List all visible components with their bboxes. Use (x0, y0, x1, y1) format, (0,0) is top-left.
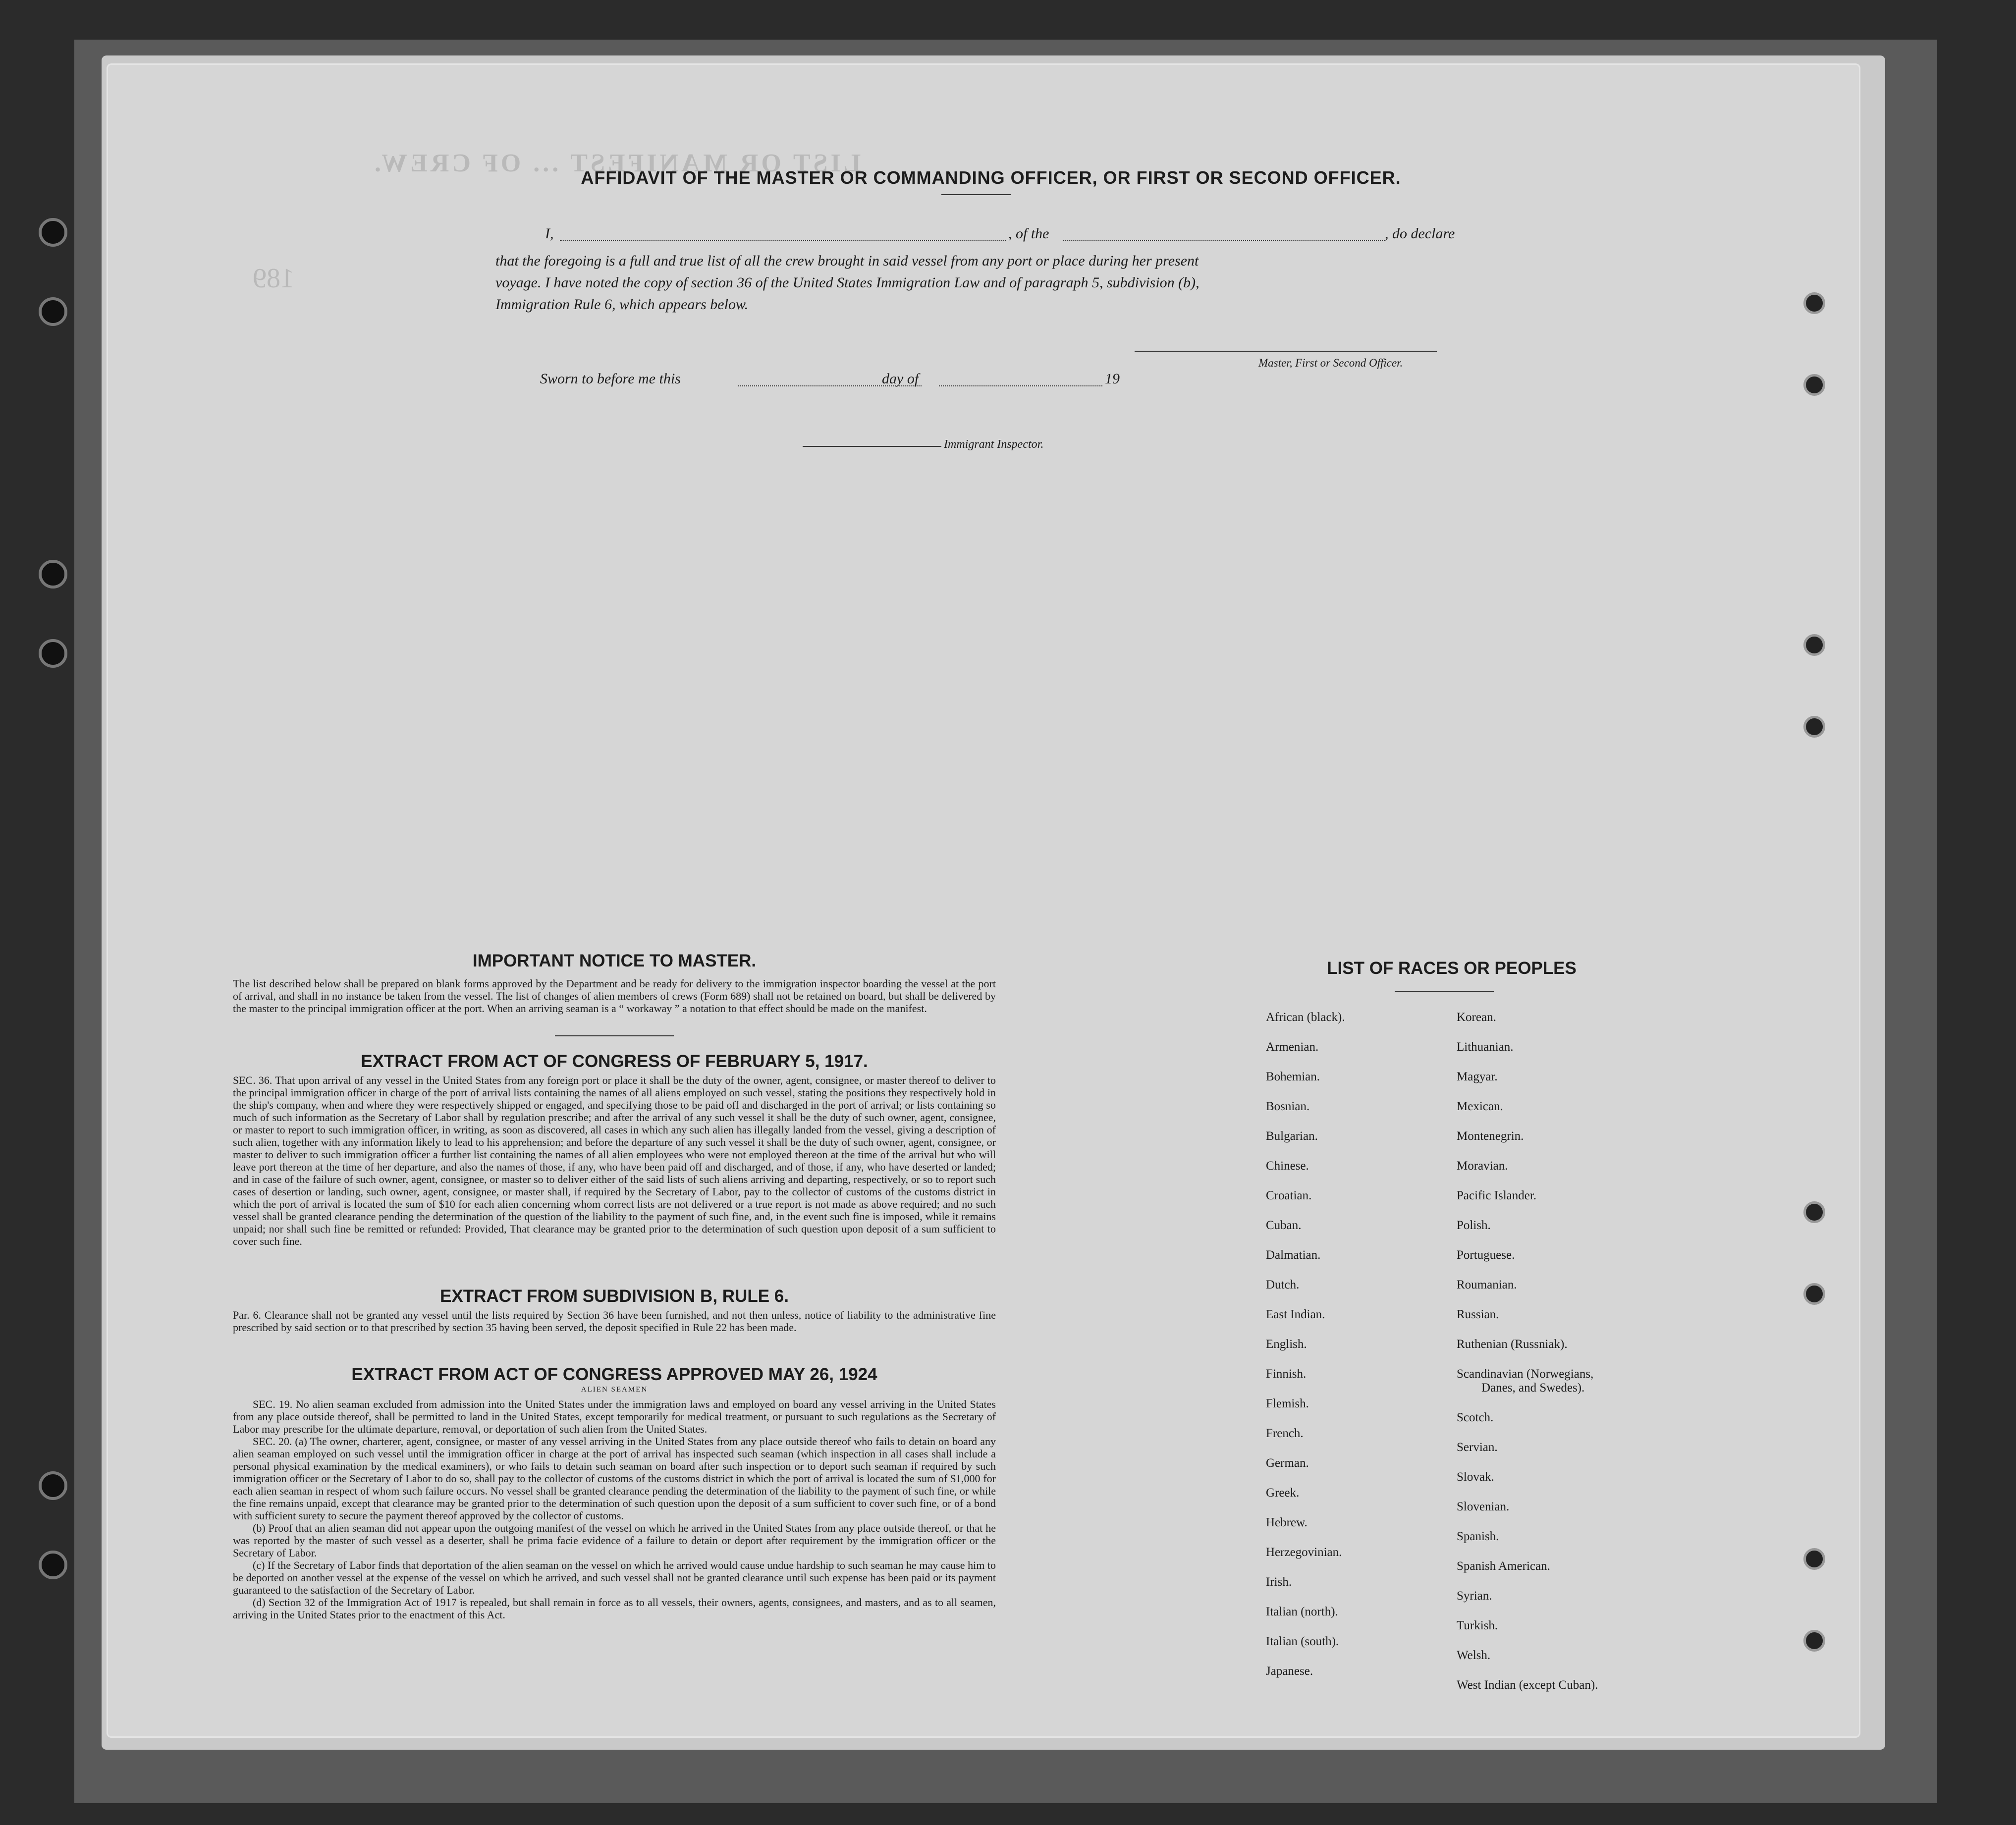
race-item: Magyar. (1457, 1070, 1498, 1083)
race-item: Irish. (1266, 1575, 1292, 1589)
race-item: Dalmatian. (1266, 1248, 1321, 1262)
race-item: Italian (north). (1266, 1605, 1338, 1618)
race-item: Pacific Islander. (1457, 1189, 1537, 1202)
affidavit-body-line: Immigration Rule 6, which appears below. (495, 296, 749, 313)
binder-hole (1803, 1630, 1825, 1652)
notice-body: The list described below shall be prepared on blank forms approved by the Department and be ready for delivery to the immigration inspector boarding the vessel at the port of arrival, and shall in no instance be taken from the vessel. The list of changes of alien members of crews (Form 689) shall not be retained on board, but shall be delivered by the master to the principal immigration officer at the port. When an arriving seaman is a “ workaway ” a notation to that effect should be made on the manifest. (233, 977, 996, 1015)
sec-19-paragraph: SEC. 19. No alien seaman excluded from admission into the United States under the immigration laws and employed on board any vessel arriving in the United States from any place outside thereof, shall be permitted to land in the United States, except temporarily for medical treatment, or pursuant to such regulations as the Secretary of Labor may prescribe for the ultimate departure, removal, or deportation of such alien from the United States. (233, 1398, 996, 1435)
race-item: Chinese. (1266, 1159, 1309, 1173)
race-item: Moravian. (1457, 1159, 1508, 1173)
extract-1924-subheading: ALIEN SEAMEN (581, 1386, 648, 1394)
race-item: German. (1266, 1456, 1309, 1470)
race-item: Polish. (1457, 1219, 1491, 1232)
of-the-text: , of the (1008, 225, 1049, 242)
inspector-label: Immigrant Inspector. (944, 438, 1044, 451)
race-item: English. (1266, 1338, 1307, 1351)
race-item: Turkish. (1457, 1619, 1498, 1632)
declarant-name-blank (560, 240, 1006, 241)
race-item: Flemish. (1266, 1397, 1309, 1410)
declarant-prefix: I, (545, 225, 554, 242)
race-item: Spanish. (1457, 1530, 1499, 1543)
binder-hole (1803, 716, 1825, 738)
sec-20b-paragraph: (b) Proof that an alien seaman did not appear upon the outgoing manifest of the vessel on which he arrived in the United States from any place outside thereof, or that he was reported by the master of such vessel as a deserter, shall be prima facie evidence of a failure to detain or deport after requirement by the immigration officer or the Secretary of Labor. (233, 1522, 996, 1559)
sec-20c-paragraph: (c) If the Secretary of Labor finds that deportation of the alien seaman on the vessel on which he arrived would cause undue hardship to such seaman he may cause him to be deported on another vessel at the expense of the vessel on which he arrived, and such vessel shall not be granted clearance until such expense has been paid or its payment guaranteed to the satisfaction of the Secretary of Labor. (233, 1559, 996, 1596)
inspector-signature-line (803, 446, 941, 447)
binder-hole (1803, 374, 1825, 396)
race-item: Greek. (1266, 1486, 1300, 1500)
race-item: Cuban. (1266, 1219, 1302, 1232)
race-item: Spanish American. (1457, 1559, 1550, 1573)
notice-heading: IMPORTANT NOTICE TO MASTER. (472, 951, 757, 970)
affidavit-body-line: voyage. I have noted the copy of section 36 of the United States Immigration Law and of paragraph 5, subdivision (b), (495, 274, 1199, 291)
signature-line (1135, 351, 1437, 352)
race-item: Korean. (1457, 1011, 1496, 1024)
race-item: Armenian. (1266, 1040, 1319, 1054)
binder-hole (39, 218, 67, 247)
race-item: Scotch. (1457, 1411, 1494, 1424)
race-item: Danes, and Swedes). (1481, 1381, 1585, 1395)
day-of-text: day of (882, 371, 919, 387)
section-divider (555, 1035, 674, 1036)
year-prefix-text: 19 (1105, 371, 1120, 387)
sworn-text: Sworn to before me this (540, 371, 681, 387)
binder-hole (1803, 634, 1825, 656)
race-item: Mexican. (1457, 1100, 1503, 1113)
race-item: Bulgarian. (1266, 1129, 1318, 1143)
race-item: Dutch. (1266, 1278, 1300, 1291)
race-item: Montenegrin. (1457, 1129, 1524, 1143)
race-item: Ruthenian (Russniak). (1457, 1338, 1568, 1351)
binder-hole (1803, 1548, 1825, 1570)
sec-20a-paragraph: SEC. 20. (a) The owner, charterer, agent, consignee, or master of any vessel arriving in the United States from any place outside thereof who fails to detain on board any alien seaman employed on such vessel until the immigration officer in charge at the port of arrival has inspected such seaman (which inspection in all cases shall include a personal physical examination by the medical examiners), or who fails to detain such seaman on board after such inspection or to deport such seaman if required by such immigration officer or the Secretary of Labor to do so, shall pay to the collector of customs of the customs district in which the port of arrival is located the sum of $1,000 for each alien seaman in respect of whom such failure occurs. No vessel shall be granted clearance pending the determination of the liability to the payment of such fine, or while the fine remains unpaid, except that clearance may be granted prior to the determination of such question upon the deposit of a sum sufficient to cover such fine, or of a bond with sufficient surety to secure the payment thereof approved by the collector of customs. (233, 1435, 996, 1522)
binder-hole (39, 1471, 67, 1500)
sworn-month-blank (939, 385, 1102, 386)
bleed-through-number: 189 (253, 263, 294, 294)
extract-1917-body: SEC. 36. That upon arrival of any vessel in the United States from any foreign port or place it shall be the duty of the owner, agent, consignee, or master thereof to deliver to the principal immigration officer in charge of the port of arrival lists containing the names of all aliens employed on such vessel, stating the positions they respectively hold in the ship's company, when and where they were respectively shipped or engaged, and specifying those to be paid off and discharged in the port of arrival; or lists containing so much of such information as the Secretary of Labor shall by regulation prescribe; and after the arrival of any such vessel it shall be the duty of such owner, agent, consignee, or master to report to such immigration officer, in writing, as soon as discovered, all cases in which any such alien has illegally landed from the vessel, giving a description of such alien, together with any information likely to lead to his apprehension; and before the departure of any such vessel it shall be the duty of such owner, agent, consignee, or master to deliver to such immigration officer a further list containing the names of all alien employees who were not employed thereon at the time of the arrival but who will leave port thereon at the time of her departure, and also the names of those, if any, who have been paid off and discharged, and of those, if any, who have deserted or landed; and in case of the failure of such owner, agent, consignee, or master so to deliver either of the said lists of such aliens arriving and departing, respectively, or so to report such cases of desertion or landing, such owner, agent, consignee, or master shall, if required by the Secretary of Labor, pay to the collector of customs of the customs district in which the port of arrival is located the sum of $10 for each alien concerning whom correct lists are not delivered or a true report is not made as above required; and no such vessel shall be granted clearance pending the determination of the question of the liability to the payment of such fine, and, in the event such fine is imposed, while it remains unpaid; nor shall such fine be remitted or refunded: Provided, That clearance may be granted prior to the determination of such question upon deposit of a sum sufficient to cover such fine. (233, 1074, 996, 1247)
race-item: Russian. (1457, 1308, 1499, 1321)
race-item: Finnish. (1266, 1367, 1307, 1381)
signature-label: Master, First or Second Officer. (1258, 357, 1403, 369)
race-item: Croatian. (1266, 1189, 1312, 1202)
heading-divider (941, 194, 1011, 195)
extract-1924-heading: EXTRACT FROM ACT OF CONGRESS APPROVED MAY 26, 1924 (351, 1365, 877, 1384)
binder-hole (39, 560, 67, 589)
race-item: French. (1266, 1427, 1304, 1440)
extract-1917-heading: EXTRACT FROM ACT OF CONGRESS OF FEBRUARY 5, 1917. (361, 1052, 868, 1071)
race-item: Bosnian. (1266, 1100, 1310, 1113)
race-item: Japanese. (1266, 1664, 1313, 1678)
affidavit-body-line: that the foregoing is a full and true list of all the crew brought in said vessel from any port or place during her present (495, 253, 1199, 269)
race-item: Italian (south). (1266, 1635, 1339, 1648)
race-item: West Indian (except Cuban). (1457, 1678, 1598, 1692)
races-heading-divider (1395, 991, 1494, 992)
race-item: Roumanian. (1457, 1278, 1517, 1291)
extract-1924-body (233, 1398, 996, 1621)
race-item: Portuguese. (1457, 1248, 1515, 1262)
races-heading: LIST OF RACES OR PEOPLES (1327, 959, 1577, 978)
race-item: Servian. (1457, 1441, 1498, 1454)
binder-hole (39, 1551, 67, 1579)
race-item: Welsh. (1457, 1649, 1491, 1662)
race-item: Hebrew. (1266, 1516, 1308, 1529)
race-item: Syrian. (1457, 1589, 1492, 1603)
race-item: Slovenian. (1457, 1500, 1510, 1513)
binder-hole (39, 639, 67, 668)
extract-rule6-heading: EXTRACT FROM SUBDIVISION B, RULE 6. (440, 1287, 789, 1306)
sec-20d-paragraph: (d) Section 32 of the Immigration Act of 1917 is repealed, but shall remain in force as to all vessels, their owners, agents, consignees, and masters, and as to all seamen, arriving in the United States prior to the enactment of this Act. (233, 1596, 996, 1621)
binder-hole (1803, 1201, 1825, 1223)
race-item: African (black). (1266, 1011, 1345, 1024)
race-item: Scandinavian (Norwegians, (1457, 1367, 1594, 1381)
race-item: East Indian. (1266, 1308, 1325, 1321)
binder-hole (39, 297, 67, 326)
race-item: Herzegovinian. (1266, 1546, 1342, 1559)
bleed-through-title: LIST OR MANIFEST ... OF CREW. (372, 149, 861, 177)
race-item: Bohemian. (1266, 1070, 1320, 1083)
race-item: Slovak. (1457, 1470, 1494, 1484)
race-item: Lithuanian. (1457, 1040, 1514, 1054)
vessel-name-blank (1063, 240, 1385, 241)
affidavit-heading: AFFIDAVIT OF THE MASTER OR COMMANDING OFFICER, OR FIRST OR SECOND OFFICER. (581, 167, 1401, 188)
do-declare-text: , do declare (1385, 225, 1455, 242)
extract-rule6-body: Par. 6. Clearance shall not be granted any vessel until the lists required by Section 36 have been furnished, and not then unless, notice of liability to the administrative fine prescribed by said section or to that prescribed by section 35 having been served, the deposit specified in Rule 22 has been made. (233, 1309, 996, 1334)
binder-hole (1803, 292, 1825, 314)
affidavit-body (495, 250, 1199, 316)
binder-hole (1803, 1283, 1825, 1305)
